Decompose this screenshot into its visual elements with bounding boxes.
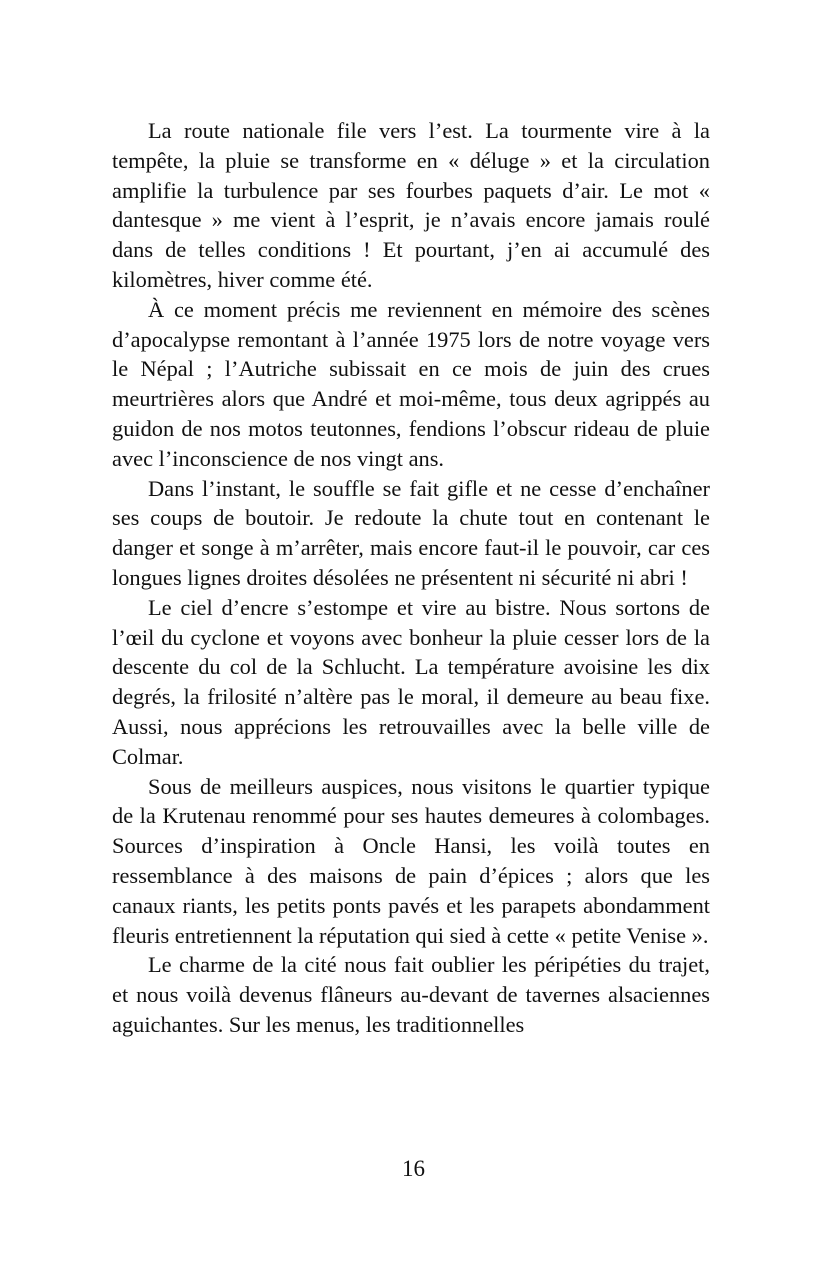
paragraph: Le charme de la cité nous fait oublier les péripéties du trajet, et nous voilà devenus flâneurs au-devant de tavernes alsaciennes aguichantes. Sur les menus, les traditionnelles <box>112 952 710 1037</box>
paragraph: Le ciel d’encre s’estompe et vire au bistre. Nous sortons de l’œil du cyclone et voyons avec bonheur la pluie cesser lors de la descente du col de la Schlucht. La température avoisine les dix degrés, la frilosité n’altère pas le moral, il demeure au beau fixe. Aussi, nous apprécions les retrouvailles avec la belle ville de Colmar. <box>112 594 710 769</box>
paragraph: Dans l’instant, le souffle se fait gifle et ne cesse d’enchaîner ses coups de boutoir. Je redoute la chute tout en contenant le danger et songe à m’arrêter, mais encore faut-il le pouvoir, car ces longues lignes droites désolées ne présentent ni sécurité ni abri ! <box>112 475 710 590</box>
paragraph: Sous de meilleurs auspices, nous visitons le quartier typique de la Krutenau renommé pour ses hautes demeures à colombages. Sources d’inspiration à Oncle Hansi, les voilà toutes en ressemblance à des maisons de pain d’épices ; alors que les canaux riants, les petits ponts pavés et les parapets abondamment fleuris entretiennent la réputation qui sied à cette « petite Venise ». <box>112 773 710 948</box>
paragraph: À ce moment précis me reviennent en mémoire des scènes d’apocalypse remontant à l’année 1975 lors de notre voyage vers le Népal ; l’Autriche subissait en ce mois de juin des crues meurtrières alors que André et moi-même, tous deux agrippés au guidon de nos motos teutonnes, fendions l’obscur rideau de pluie avec l’inconscience de nos vingt ans. <box>112 296 710 471</box>
page-body <box>112 116 710 1040</box>
paragraph: La route nationale file vers l’est. La tourmente vire à la tempête, la pluie se transforme en « déluge » et la circulation amplifie la turbulence par ses fourbes paquets d’air. Le mot « dantesque » me vient à l’esprit, je n’avais encore jamais roulé dans de telles conditions ! Et pourtant, j’en ai accumulé des kilomètres, hiver comme été. <box>112 118 710 292</box>
page-number: 16 <box>402 1156 425 1181</box>
